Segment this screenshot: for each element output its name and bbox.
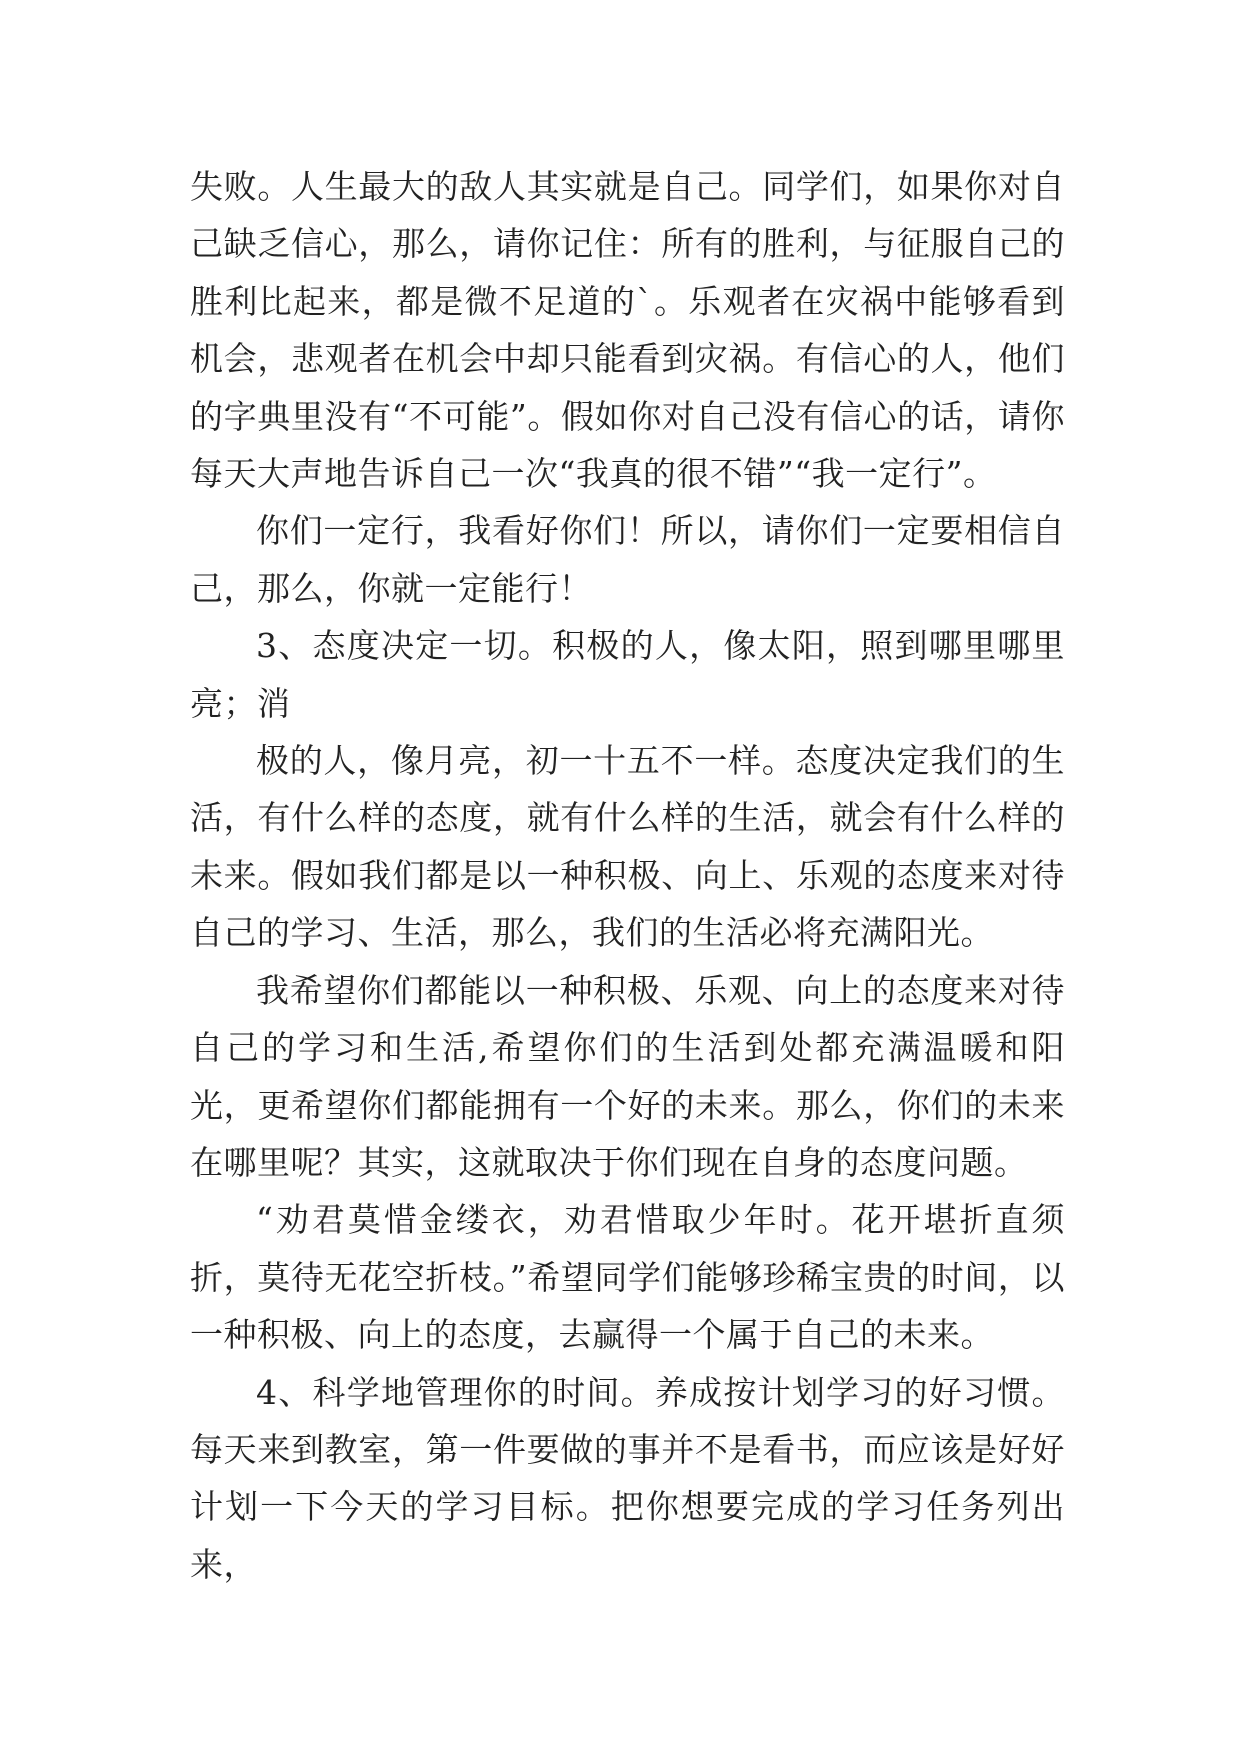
paragraph-3: 3、态度决定一切。积极的人，像太阳，照到哪里哪里亮；消 [190, 626, 1065, 723]
paragraph-6: “劝君莫惜金缕衣，劝君惜取少年时。花开堪折直须折，莫待无花空折枝。”希望同学们能够珍稀宝贵的时间，以一种积极、向上的态度，去赢得一个属于自己的未来。 [190, 1200, 1065, 1355]
paragraph-1: 失败。人生最大的敌人其实就是自己。同学们，如果你对自己缺乏信心，那么，请你记住：所有的胜利，与征服自己的胜利比起来，都是微不足道的`。乐观者在灾祸中能够看到机会，悲观者在机会中却只能看到灾祸。有信心的人，他们的字典里没有“不可能”。假如你对自己没有信心的话，请你每天大声地告诉自己一次“我真的很不错”“我一定行”。 [190, 167, 1065, 494]
document-body [190, 158, 1065, 1593]
paragraph-2: 你们一定行，我看好你们！所以，请你们一定要相信自己，那么，你就一定能行！ [190, 511, 1065, 608]
paragraph-4: 极的人，像月亮，初一十五不一样。态度决定我们的生活，有什么样的态度，就有什么样的生活，就会有什么样的未来。假如我们都是以一种积极、向上、乐观的态度来对待自己的学习、生活，那么，我们的生活必将充满阳光。 [190, 741, 1065, 953]
paragraph-5: 我希望你们都能以一种积极、乐观、向上的态度来对待自己的学习和生活,希望你们的生活到处都充满温暖和阳光，更希望你们都能拥有一个好的未来。那么，你们的未来在哪里呢？其实，这就取决于你们现在自身的态度问题。 [190, 970, 1065, 1182]
paragraph-7: 4、科学地管理你的时间。养成按计划学习的好习惯。每天来到教室，第一件要做的事并不是看书，而应该是好好计划一下今天的学习目标。把你想要完成的学习任务列出来， [190, 1372, 1065, 1584]
